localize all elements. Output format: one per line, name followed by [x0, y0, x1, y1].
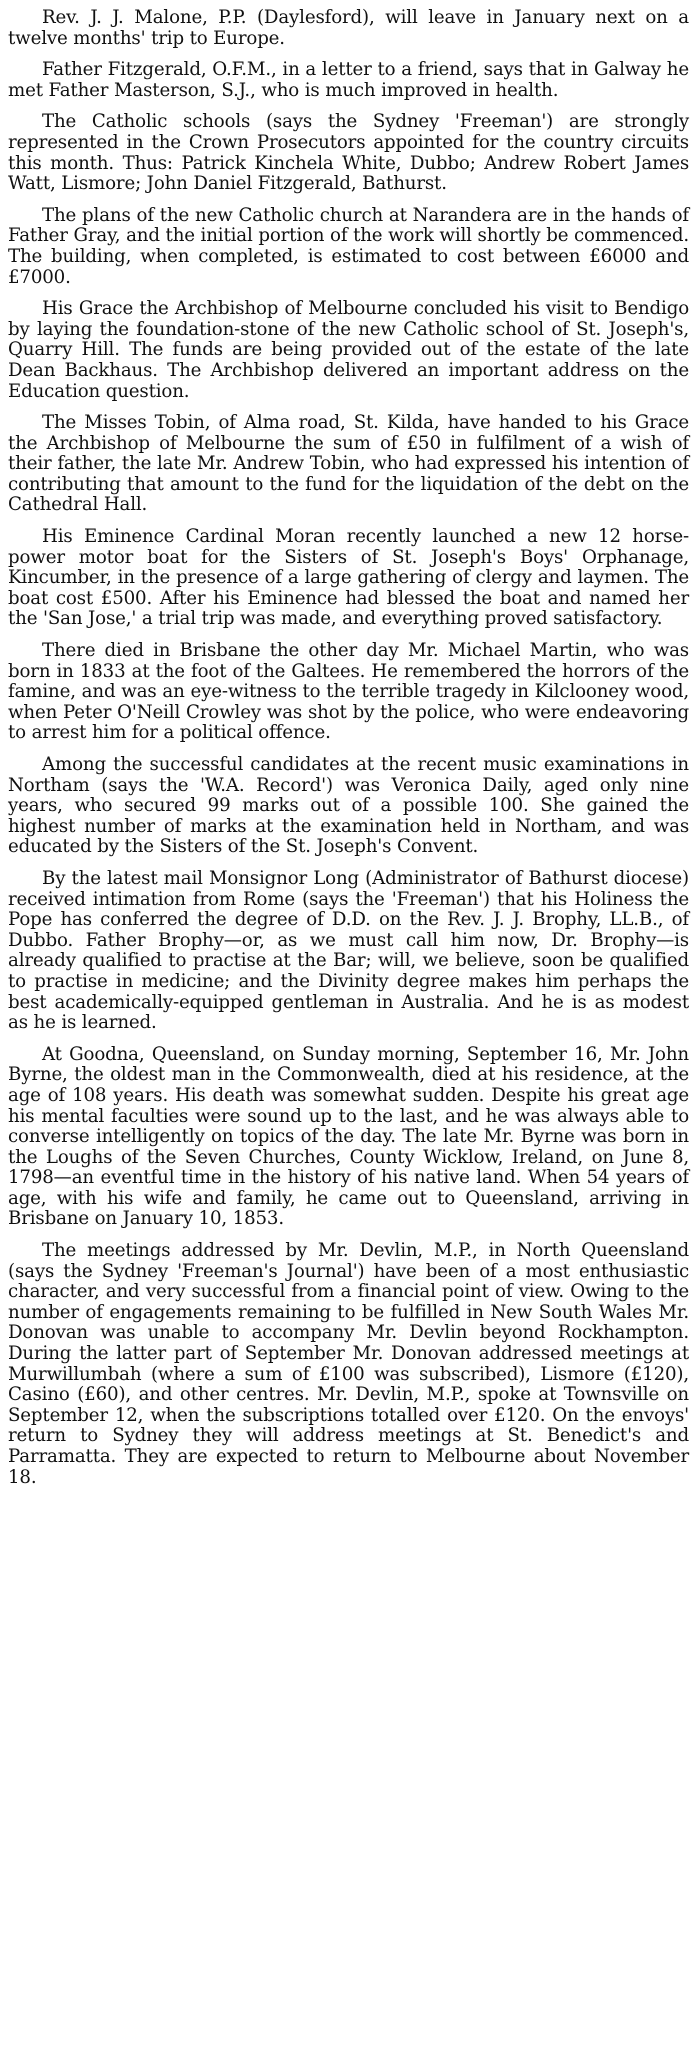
news-column — [8, 8, 689, 1488]
news-item-devlin-meetings: The meetings addressed by Mr. Devlin, M.P., in North Queensland (says the Sydney 'Freeman's Journal') have been of a most enthusiastic character, and very successful from a financial point of view. Owing to the number of engagements remaining to be fulfilled in New South Wales Mr. Donovan was unable to accompany Mr. Devlin beyond Rockhampton. During the latter part of September Mr. Donovan addressed meetings at Murwillumbah (where a sum of £100 was subscribed), Lismore (£120), Casino (£60), and other centres. Mr. Devlin, M.P., spoke at Townsville on September 12, when the subscriptions totalled over £120. On the envoys' return to Sydney they will address meetings at St. Benedict's and Parramatta. They are expected to return to Melbourne about November 18. — [8, 1240, 689, 1488]
news-item-bendigo-school: His Grace the Archbishop of Melbourne concluded his visit to Bendigo by laying the foundation-stone of the new Catholic school of St. Joseph's, Quarry Hill. The funds are being provided out of the estate of the late Dean Backhaus. The Archbishop delivered an important address on the Education question. — [8, 298, 689, 402]
news-item-music-examinations: Among the successful candidates at the recent music examinations in Northam (says the 'W.A. Record') was Veronica Daily, aged only nine years, who secured 99 marks out of a possible 100. She gained the highest number of marks at the examination held in Northam, and was educated by the Sisters of the St. Joseph's Convent. — [8, 754, 689, 858]
news-item-crown-prosecutors: The Catholic schools (says the Sydney 'Freeman') are strongly represented in the Crown Prosecutors appointed for the country circuits this month. Thus: Patrick Kinchela White, Dubbo; Andrew Robert James Watt, Lismore; John Daniel Fitzgerald, Bathurst. — [8, 111, 689, 195]
news-item-john-byrne: At Goodna, Queensland, on Sunday morning, September 16, Mr. John Byrne, the oldest man in the Commonwealth, died at his residence, at the age of 108 years. His death was somewhat sudden. Despite his great age his mental faculties were sound up to the last, and he was always able to converse intelligently on topics of the day. The late Mr. Byrne was born in the Loughs of the Seven Churches, County Wicklow, Ireland, on June 8, 1798—an eventful time in the history of his native land. When 54 years of age, with his wife and family, he came out to Queensland, arriving in Brisbane on January 10, 1853. — [8, 1043, 689, 1230]
news-item-tobin-donation: The Misses Tobin, of Alma road, St. Kilda, have handed to his Grace the Archbishop of Melbourne the sum of £50 in fulfilment of a wish of their father, the late Mr. Andrew Tobin, who had expressed his intention of contributing that amount to the fund for the liquidation of the debt on the Cathedral Hall. — [8, 412, 689, 516]
news-item-michael-martin: There died in Brisbane the other day Mr. Michael Martin, who was born in 1833 at the foot of the Galtees. He remembered the horrors of the famine, and was an eye-witness to the terrible tragedy in Kilclooney wood, when Peter O'Neill Crowley was shot by the police, who were endeavoring to arrest him for a political offence. — [8, 640, 689, 744]
news-item-motor-boat: His Eminence Cardinal Moran recently launched a new 12 horse-power motor boat for the Sisters of St. Joseph's Boys' Orphanage, Kincumber, in the presence of a large gathering of clergy and laymen. The boat cost £500. After his Eminence had blessed the boat and named her the 'San Jose,' a trial trip was made, and everything proved satisfactory. — [8, 526, 689, 630]
news-item-narandera-church: The plans of the new Catholic church at Narandera are in the hands of Father Gray, and the initial portion of the work will shortly be commenced. The building, when completed, is estimated to cost between £6000 and £7000. — [8, 204, 689, 288]
news-item-malone-trip: Rev. J. J. Malone, P.P. (Daylesford), will leave in January next on a twelve months' trip to Europe. — [8, 7, 689, 49]
news-item-fitzgerald-letter: Father Fitzgerald, O.F.M., in a letter to a friend, says that in Galway he met Father Masterson, S.J., who is much improved in health. — [8, 59, 689, 101]
news-item-brophy-degree: By the latest mail Monsignor Long (Administrator of Bathurst diocese) received intimation from Rome (says the 'Freeman') that his Holiness the Pope has conferred the degree of D.D. on the Rev. J. J. Brophy, LL.B., of Dubbo. Father Brophy—or, as we must call him now, Dr. Brophy—is already qualified to practise at the Bar; will, we believe, soon be qualified to practise in medicine; and the Divinity degree makes him perhaps the best academically-equipped gentleman in Australia. And he is as modest as he is learned. — [8, 867, 689, 1034]
